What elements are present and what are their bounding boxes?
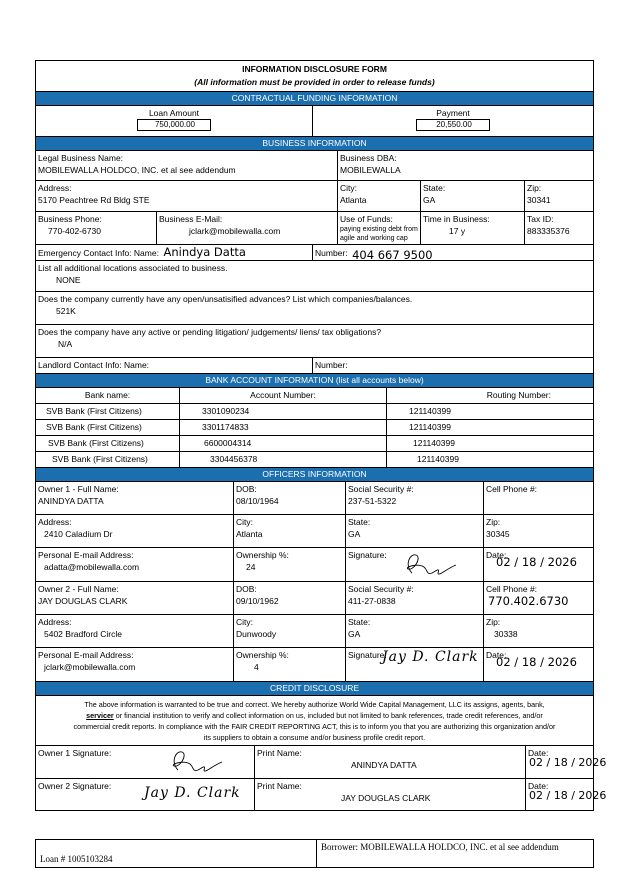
routing-number-value: 121140399 [417, 454, 459, 464]
owner1-ssn-label: Social Security #: [348, 484, 414, 494]
business-zip-label: Zip: [527, 183, 542, 193]
account-number-col-label: Account Number: [250, 390, 316, 400]
owner2-credit-date-value: 02 / 18 / 2026 [529, 789, 607, 802]
owner1-cell-value [484, 495, 593, 496]
owner1-email-cell[interactable] [36, 548, 234, 581]
business-email-value: jclark@mobilewalla.com [189, 226, 281, 236]
owner1-email-value: adatta@mobilewalla.com [44, 562, 140, 572]
owner1-name-cell[interactable] [36, 482, 234, 514]
owner1-ownership-value: 24 [246, 562, 256, 572]
owner1-credit-date-value: 02 / 18 / 2026 [529, 756, 607, 769]
account-number-value: 3304456378 [210, 454, 258, 464]
business-city-label: City: [340, 183, 357, 193]
litigation-value: N/A [58, 339, 73, 349]
advances-value: 521K [56, 306, 76, 316]
owner1-email-row [36, 547, 593, 581]
emergency-name-label: Emergency Contact Info: Name: [38, 248, 159, 258]
landlord-row [36, 357, 593, 373]
account-number-cell [180, 436, 387, 451]
business-address-cell[interactable] [36, 181, 338, 211]
owner2-zip-cell[interactable] [484, 615, 593, 647]
business-phone-cell[interactable] [36, 212, 157, 244]
owner1-ssn-cell[interactable] [346, 482, 484, 514]
owner2-address-cell[interactable] [36, 615, 234, 647]
owner1-dob-value: 08/10/1964 [236, 496, 279, 506]
owner2-state-label: State: [348, 617, 371, 627]
payment-label: Payment [436, 108, 470, 118]
owner1-state-label: State: [348, 517, 371, 527]
time-in-business-cell[interactable] [421, 212, 525, 244]
owner1-credit-signature-image [164, 748, 230, 776]
borrower-info: Borrower: MOBILEWALLA HOLDCO, INC. et al see addendum [321, 842, 559, 852]
business-contact-row [36, 211, 593, 244]
owner1-name-row [36, 481, 593, 514]
legal-name-value: MOBILEWALLA HOLDCO, INC. et al see addendum [38, 165, 236, 175]
owner2-date-cell[interactable] [484, 648, 593, 681]
locations-value: NONE [56, 275, 81, 285]
locations-cell[interactable] [36, 261, 593, 291]
business-address-value: 5170 Peachtree Rd Bldg STE [38, 195, 150, 205]
dba-label: Business DBA: [340, 153, 397, 163]
business-state-value: GA [423, 195, 436, 205]
credit-text-line-2 [38, 710, 591, 721]
bank-row[interactable] [36, 419, 593, 435]
bank-columns-row [36, 387, 593, 403]
owner1-address-label: Address: [38, 517, 72, 527]
owner1-dob-label: DOB: [236, 484, 257, 494]
loan-amount-cell [36, 106, 313, 136]
bank-name-cell [36, 420, 180, 435]
owner2-print-name-label: Print Name: [257, 781, 302, 791]
landlord-name-cell[interactable] [36, 358, 313, 373]
owner2-date-value: 02 / 18 / 2026 [496, 655, 577, 669]
account-number-cell [180, 420, 387, 435]
owner2-email-value: jclark@mobilewalla.com [44, 662, 136, 672]
business-state-cell[interactable] [421, 181, 525, 211]
payment-field[interactable]: 20,550.00 [416, 119, 490, 131]
owner2-address-label: Address: [38, 617, 72, 627]
loan-amount-label: Loan Amount [148, 108, 200, 118]
owner2-ssn-value: 411-27-0838 [348, 596, 396, 606]
owner2-cell-label: Cell Phone #: [486, 584, 538, 594]
business-email-label: Business E-Mail: [159, 214, 223, 224]
owner2-credit-date-cell[interactable] [526, 779, 607, 810]
owner2-state-value: GA [348, 629, 361, 639]
owner2-print-name-value: JAY DOUGLAS CLARK [341, 793, 431, 803]
bank-row[interactable] [36, 403, 593, 419]
advances-cell[interactable] [36, 292, 593, 324]
servicer-term: servicer [86, 711, 114, 720]
emergency-name-cell[interactable] [36, 245, 313, 260]
owner1-dob-cell[interactable] [234, 482, 346, 514]
routing-number-value: 121140399 [409, 422, 451, 432]
owner1-address-row [36, 514, 593, 547]
account-number-value: 3301174833 [202, 422, 249, 432]
owner2-ssn-label: Social Security #: [348, 584, 414, 594]
loan-amount-field[interactable]: 750,000.00 [137, 119, 211, 131]
loan-number: Loan # 1005103284 [36, 840, 317, 867]
business-phone-value: 770-402-6730 [48, 226, 101, 236]
owner1-city-label: City: [236, 517, 253, 527]
business-city-value: Atlanta [340, 195, 367, 205]
account-number-cell [180, 404, 387, 419]
emergency-number-label: Number: [315, 248, 348, 258]
owner2-name-value: JAY DOUGLAS CLARK [38, 596, 128, 606]
business-city-cell[interactable] [338, 181, 421, 211]
legal-name-label: Legal Business Name: [38, 153, 124, 163]
use-of-funds-value-2: agile and working cap [340, 235, 408, 242]
owner1-name-value: ANINDYA DATTA [38, 496, 104, 506]
dba-value: MOBILEWALLA [340, 165, 401, 175]
emergency-number-value: 404 667 9500 [352, 248, 433, 260]
routing-number-cell [387, 452, 593, 467]
locations-label: List all additional locations associated to business. [38, 263, 228, 273]
emergency-contact-row [36, 244, 593, 260]
owner2-dob-cell[interactable] [234, 582, 346, 614]
owner2-email-label: Personal E-mail Address: [38, 650, 134, 660]
form-title: INFORMATION DISCLOSURE FORM [242, 64, 387, 74]
officers-header: OFFICERS INFORMATION [36, 467, 593, 481]
form-subtitle: (All information must be provided in order to release funds) [194, 77, 435, 87]
owner2-signature-image: Jay D. Clark [382, 649, 479, 665]
owner2-cell-cell[interactable] [484, 582, 593, 614]
owner2-zip-value: 30338 [494, 629, 518, 639]
bank-name-value: SVB Bank (First Citizens) [52, 454, 148, 464]
owner1-state-value: GA [348, 529, 361, 539]
owner1-cell-cell[interactable] [484, 482, 593, 514]
bank-name-value: SVB Bank (First Citizens) [46, 406, 142, 416]
business-zip-value: 30341 [527, 195, 551, 205]
routing-number-cell [387, 420, 593, 435]
owner2-name-cell[interactable] [36, 582, 234, 614]
landlord-name-label: Landlord Contact Info: Name: [38, 360, 150, 370]
routing-number-value: 121140399 [409, 406, 451, 416]
landlord-number-label: Number: [315, 360, 348, 370]
owner2-credit-signature-label: Owner 2 Signature: [38, 781, 112, 791]
owner2-cell-value: 770.402.6730 [488, 594, 569, 608]
bank-name-value: SVB Bank (First Citizens) [46, 422, 142, 432]
payment-cell [313, 106, 593, 136]
business-address-row [36, 180, 593, 211]
owner2-ownership-value: 4 [254, 662, 259, 672]
owner1-date-label: Date: [486, 550, 507, 560]
owner2-email-row [36, 647, 593, 681]
owner1-credit-date-label: Date: [528, 748, 549, 758]
owner2-credit-signature-image: Jay D. Clark [144, 785, 241, 801]
bank-row[interactable] [36, 435, 593, 451]
landlord-number-cell[interactable] [313, 358, 593, 373]
owner2-credit-signature-row [36, 778, 607, 810]
owner1-city-value: Atlanta [236, 529, 263, 539]
locations-row[interactable] [36, 260, 593, 291]
credit-header: CREDIT DISCLOSURE [36, 681, 593, 695]
tax-id-cell[interactable] [525, 212, 593, 244]
business-state-label: State: [423, 183, 446, 193]
owner1-signature-cell[interactable] [346, 548, 484, 581]
credit-text-line-4: its suppliers to obtain a consume and/or business profile credit report. [203, 733, 426, 742]
bank-name-cell [36, 452, 180, 467]
disclosure-form [35, 60, 607, 811]
routing-number-value: 121140399 [413, 438, 455, 448]
credit-text-line-3: commercial credit reports. In compliance with the FAIR CREDIT REPORTING ACT, this is to inform you that you are authorizing this organization and/or [73, 722, 556, 731]
bank-name-col [36, 388, 180, 403]
owner1-zip-label: Zip: [486, 517, 501, 527]
owner1-cell-label: Cell Phone #: [486, 484, 538, 494]
owner1-state-cell[interactable] [346, 515, 484, 547]
owner2-signature-label: Signature: [348, 650, 387, 660]
bank-row[interactable] [36, 451, 593, 467]
business-phone-label: Business Phone: [38, 214, 102, 224]
emergency-name-value: Anindya Datta [163, 245, 246, 259]
funding-header: CONTRACTUAL FUNDING INFORMATION [36, 91, 593, 105]
owner1-ssn-value: 237-51-5322 [348, 496, 397, 506]
credit-text-line-2-rest: or financial institution to verify and collect information on us, included but not limited to bank references, trade credit references, and/or [113, 711, 543, 720]
use-of-funds-cell[interactable] [338, 212, 421, 244]
routing-number-col-label: Routing Number: [486, 390, 551, 400]
dba-cell[interactable] [338, 151, 593, 180]
litigation-row[interactable] [36, 324, 593, 357]
document-footer [35, 839, 594, 868]
owner1-address-value: 2410 Caladium Dr [44, 529, 113, 539]
owner1-zip-cell[interactable] [484, 515, 593, 547]
owner2-credit-date-label: Date: [528, 781, 549, 791]
account-number-col [180, 388, 387, 403]
owner1-address-cell[interactable] [36, 515, 234, 547]
owner1-date-value: 02 / 18 / 2026 [496, 555, 577, 569]
business-name-row [36, 150, 593, 180]
owner1-signature-image [398, 551, 464, 579]
owner2-city-label: City: [236, 617, 253, 627]
owner1-date-cell[interactable] [484, 548, 593, 581]
account-number-value: 3301090234 [202, 406, 250, 416]
advances-label: Does the company currently have any open/unsatisified advances? List which companies/balances. [38, 294, 413, 304]
tax-id-label: Tax ID: [527, 214, 554, 224]
owner2-email-cell[interactable] [36, 648, 234, 681]
owner1-credit-signature-label: Owner 1 Signature: [38, 748, 112, 758]
owner2-credit-signature-cell[interactable] [36, 779, 255, 810]
owner2-dob-label: DOB: [236, 584, 257, 594]
business-zip-cell[interactable] [525, 181, 593, 211]
owner1-print-name-cell[interactable] [255, 746, 526, 778]
litigation-label: Does the company have any active or pending litigation/ judgements/ liens/ tax obligations? [38, 327, 382, 337]
owner2-date-label: Date: [486, 650, 507, 660]
bank-name-cell [36, 436, 180, 451]
owner2-ownership-label: Ownership %: [236, 650, 289, 660]
owner2-dob-value: 09/10/1962 [236, 596, 279, 606]
owner1-ownership-cell[interactable] [234, 548, 346, 581]
credit-disclosure-text [36, 695, 593, 745]
credit-text-line-1: The above information is warranted to be true and correct. We hereby authorize World Wide Capital Management, LLC its assigns, agents, bank, [84, 700, 545, 709]
owner1-email-label: Personal E-mail Address: [38, 550, 134, 560]
owner2-state-cell[interactable] [346, 615, 484, 647]
time-in-business-label: Time in Business: [423, 214, 490, 224]
owner2-address-row [36, 614, 593, 647]
business-email-cell[interactable] [157, 212, 338, 244]
time-in-business-value: 17 y [449, 226, 466, 236]
owner2-ownership-cell[interactable] [234, 648, 346, 681]
bank-name-cell [36, 404, 180, 419]
owner1-ownership-label: Ownership %: [236, 550, 289, 560]
owner2-city-cell[interactable] [234, 615, 346, 647]
tax-id-value: 883335376 [527, 226, 570, 236]
owner2-name-label: Owner 2 - Full Name: [38, 584, 119, 594]
routing-number-cell [387, 404, 593, 419]
business-header: BUSINESS INFORMATION [36, 136, 593, 150]
owner1-print-name-label: Print Name: [257, 748, 302, 758]
account-number-value: 6600004314 [204, 438, 252, 448]
account-number-cell [180, 452, 387, 467]
owner2-ssn-cell[interactable] [346, 582, 484, 614]
owner2-name-row [36, 581, 593, 614]
owner1-credit-date-cell[interactable] [526, 746, 607, 778]
use-of-funds-label: Use of Funds: [340, 214, 393, 224]
bank-header: BANK ACCOUNT INFORMATION (list all accounts below) [36, 373, 593, 387]
owner2-city-value: Dunwoody [236, 629, 277, 639]
litigation-cell[interactable] [36, 325, 593, 357]
owner1-print-name-value: ANINDYA DATTA [351, 760, 417, 770]
owner2-print-name-cell[interactable] [255, 779, 526, 810]
owner1-credit-signature-cell[interactable] [36, 746, 255, 778]
business-address-label: Address: [38, 183, 72, 193]
funding-row [36, 105, 593, 136]
owner2-zip-label: Zip: [486, 617, 501, 627]
owner1-signature-label: Signature: [348, 550, 387, 560]
legal-name-cell[interactable] [36, 151, 338, 180]
owner1-zip-value: 30345 [486, 529, 510, 539]
emergency-number-cell[interactable] [313, 245, 593, 260]
use-of-funds-value-1: paying existing debt from [340, 226, 418, 233]
routing-number-cell [387, 436, 593, 451]
owner1-credit-signature-row [36, 745, 607, 778]
bank-name-value: SVB Bank (First Citizens) [48, 438, 144, 448]
routing-number-col [387, 388, 593, 403]
owner2-signature-cell[interactable] [346, 648, 484, 681]
advances-row[interactable] [36, 291, 593, 324]
owner1-city-cell[interactable] [234, 515, 346, 547]
owner1-name-label: Owner 1 - Full Name: [38, 484, 119, 494]
owner2-address-value: 5402 Bradford Circle [44, 629, 122, 639]
bank-name-col-label: Bank name: [84, 390, 131, 400]
